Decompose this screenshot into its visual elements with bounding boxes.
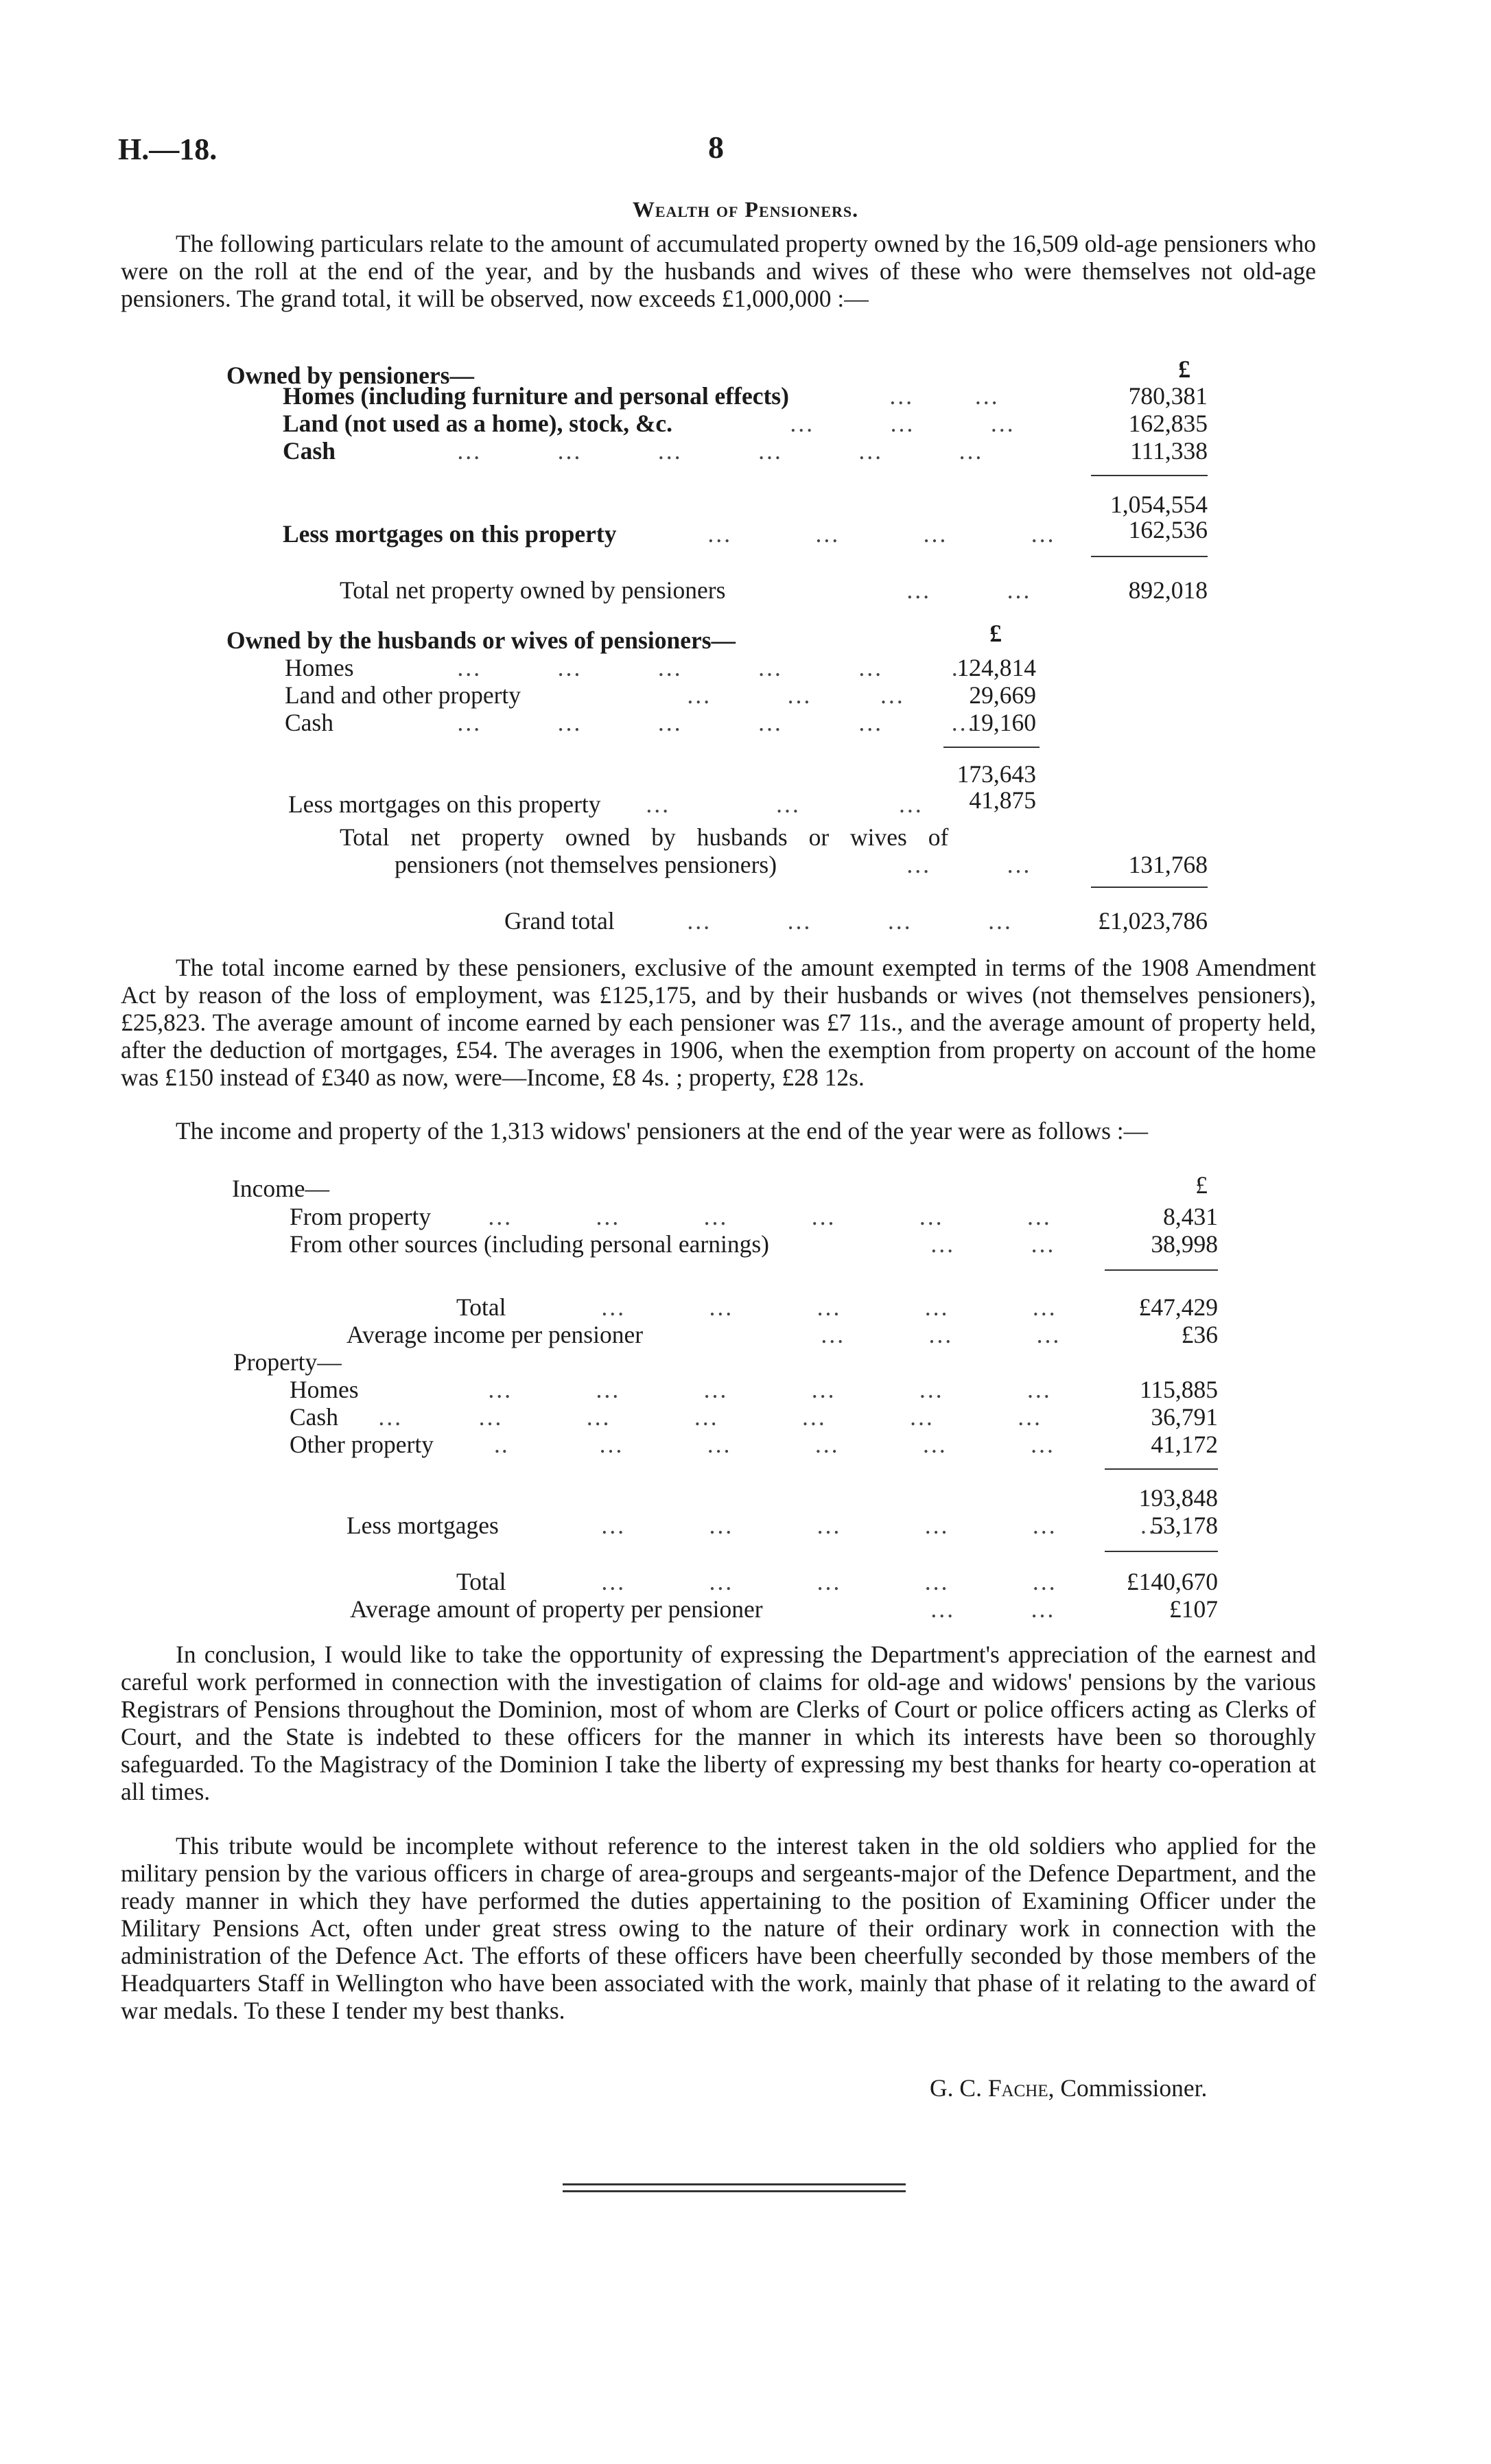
row-value: 111,338 [1130, 437, 1208, 465]
leader-dots: … … … [789, 410, 1015, 437]
row-label: Cash [285, 709, 333, 736]
leader-dots: … … … … … … [600, 1512, 1166, 1539]
row-value: 38,998 [1151, 1230, 1218, 1258]
avg-property-label: Average amount of property per pensioner [350, 1595, 763, 1623]
row-value: 162,536 [1128, 516, 1208, 543]
total-value: £47,429 [1138, 1293, 1218, 1321]
leader-dots: … … [906, 576, 1032, 604]
total-net-spouses-label-1: Total net property owned by husbands or wives of [340, 823, 949, 851]
sum-rule [1105, 1269, 1218, 1271]
total-net-label: Total net property owned by pensioners [340, 576, 726, 604]
tribute-paragraph: This tribute would be incomplete without reference to the interest taken in the old soldiers who applied for the military pension by the various officers in charge of area-groups and sergeants-major of the Defence Department, and the ready manner in which they have performed the duties appertaining to the position of Examining Officer under the Military Pensions Act, often under great stress owing to the nature of their ordinary work in connection with the administration of the Defence Act. The efforts of these officers have been cheerfully seconded by those members of the Headquarters Staff in Wellington who have been associated with the work, mainly that phase of it relating to the award of war medals. To these I tender my best thanks. [121, 1832, 1316, 2024]
total-label: Total [456, 1293, 506, 1321]
total-net-value: 892,018 [1128, 576, 1208, 604]
total-label: Total [456, 1568, 506, 1595]
leader-dots: … … … [686, 681, 906, 709]
subtotal-value: 1,054,554 [1110, 491, 1208, 518]
row-label: Cash [290, 1403, 338, 1431]
row-label: Other property [290, 1431, 434, 1458]
grand-total-value: £1,023,786 [1098, 907, 1208, 935]
row-value: 36,791 [1151, 1403, 1218, 1431]
sum-rule [1091, 556, 1208, 557]
row-value: 780,381 [1128, 382, 1208, 410]
leader-dots: … … … … … … … [377, 1403, 1043, 1431]
row-label: Land and other property [285, 681, 521, 709]
intro-paragraph: The following particulars relate to the amount of accumulated property owned by the 16,509 old-age pensioners who were on the roll at the end of the year, and by the husbands and wives of these who were themselves not old-age pensioners. The grand total, it will be observed, now exceeds £1,000,000 :— [121, 230, 1316, 312]
row-label: Homes (including furniture and personal effects) [283, 382, 789, 410]
row-value: 41,875 [969, 786, 1036, 814]
sum-rule [1105, 1468, 1218, 1470]
avg-income-value: £36 [1181, 1321, 1218, 1348]
signatory-title: Commissioner. [1060, 2074, 1208, 2102]
row-value: 162,835 [1128, 410, 1208, 437]
row-label: Cash [283, 437, 336, 465]
income-paragraph: The total income earned by these pensioners, exclusive of the amount exempted in terms of the 1908 Amendment Act by reason of the loss of employment, was £125,175, and by their husbands or wives (not themselves pensioners), £25,823. The average amount of income earned by each pensioner was £7 11s., and the average amount of property held, after the deduction of mortgages, £54. The averages in 1906, when the exemption from property on account of the home was £150 instead of £340 as now, were—Income, £8 4s. ; property, £28 12s. [121, 954, 1316, 1091]
row-label: From other sources (including personal earnings) [290, 1230, 769, 1258]
row-label: Less mortgages [347, 1512, 499, 1539]
leader-dots: … … … … … … [456, 709, 976, 736]
avg-income-label: Average income per pensioner [347, 1321, 644, 1348]
leader-dots: … … [930, 1230, 1056, 1258]
page-number: 8 [708, 130, 724, 165]
sum-rule [1105, 1551, 1218, 1552]
total-net-spouses-value: 131,768 [1128, 851, 1208, 878]
avg-property-value: £107 [1169, 1595, 1218, 1623]
subtotal-value: 173,643 [956, 760, 1036, 788]
leader-dots: … … [906, 851, 1032, 878]
row-value: 124,814 [956, 654, 1036, 681]
end-rule-top [563, 2183, 906, 2185]
leader-dots: … … … … … [600, 1293, 1057, 1321]
leader-dots: … … … … … … [456, 654, 976, 681]
signature: G. C. Fache, Commissioner. [930, 2074, 1208, 2102]
leader-dots: … … … … [686, 907, 1013, 935]
row-label: Land (not used as a home), stock, &c. [283, 410, 673, 437]
row-value: 29,669 [969, 681, 1036, 709]
currency-symbol: £ [1195, 1171, 1208, 1199]
sum-rule [943, 747, 1040, 748]
subtotal-value: 193,848 [1138, 1484, 1218, 1512]
row-label: Homes [290, 1376, 359, 1403]
leader-dots: … … … … … … [487, 1376, 1053, 1403]
leader-dots: .. … … … … … [494, 1431, 1056, 1458]
signatory-name: G. C. Fache [930, 2074, 1048, 2102]
section-title: Wealth of Pensioners. [632, 197, 859, 222]
conclusion-paragraph: In conclusion, I would like to take the opportunity of expressing the Department's appreciation of the earnest and careful work performed in connection with the investigation of claims for old-age and widows' pensions by the various Registrars of Pensions throughout the Dominion, most of whom are Clerks of Court or police officers acting as Clerks of Court, and the State is indebted to these officers for the manner in which its interests have been so thoroughly safeguarded. To the Magistracy of the Dominion I take the liberty of expressing my best thanks for hearty co-operation at all times. [121, 1641, 1316, 1805]
leader-dots: … … … [645, 790, 924, 818]
row-value: 115,885 [1139, 1376, 1218, 1403]
leader-dots: … … … [820, 1321, 1061, 1348]
report-code: H.—18. [118, 132, 218, 166]
leader-dots: … … … … … … [487, 1203, 1053, 1230]
leader-dots: … … [889, 382, 1000, 410]
leader-dots: … … … … … … [456, 437, 984, 465]
sum-rule [1091, 887, 1208, 888]
owned-by-pensioners-heading: Owned by pensioners— [226, 362, 474, 389]
leader-dots: … … … … [707, 520, 1056, 548]
row-label: Less mortgages on this property [283, 520, 617, 548]
total-net-spouses-label-2: pensioners (not themselves pensioners) [395, 851, 777, 878]
row-label: Homes [285, 654, 354, 681]
row-label: From property [290, 1203, 432, 1230]
grand-total-label: Grand total [504, 907, 615, 935]
row-value: 8,431 [1163, 1203, 1218, 1230]
income-heading: Income— [232, 1175, 329, 1202]
end-rule-bottom [563, 2190, 906, 2192]
currency-symbol-right: £ [1178, 355, 1190, 383]
widows-paragraph: The income and property of the 1,313 widows' pensioners at the end of the year were as follows :— [176, 1117, 1149, 1145]
sum-rule [1091, 475, 1208, 476]
row-value: 53,178 [1151, 1512, 1218, 1539]
currency-symbol-mid: £ [989, 620, 1002, 647]
row-value: 19,160 [969, 709, 1036, 736]
row-value: 41,172 [1151, 1431, 1218, 1458]
leader-dots: … … … … … [600, 1568, 1057, 1595]
owned-by-spouses-heading: Owned by the husbands or wives of pensioners— [226, 626, 736, 654]
leader-dots: … … [930, 1595, 1056, 1623]
total-value: £140,670 [1126, 1568, 1218, 1595]
property-heading: Property— [233, 1348, 342, 1376]
row-label: Less mortgages on this property [288, 790, 601, 818]
